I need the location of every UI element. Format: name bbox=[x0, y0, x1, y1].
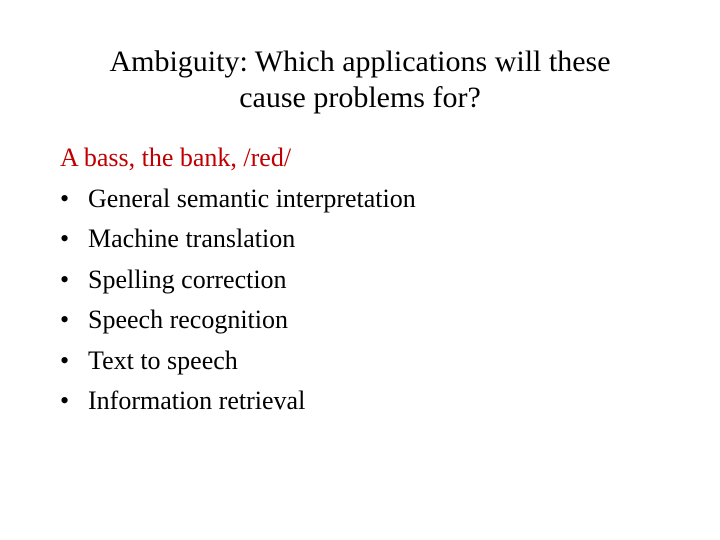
bullet-text: Spelling correction bbox=[88, 264, 287, 294]
bullet-text: General semantic interpretation bbox=[88, 183, 416, 213]
bullet-icon: • bbox=[60, 224, 70, 253]
slide-title bbox=[60, 44, 660, 116]
bullet-text: Text to speech bbox=[88, 345, 238, 375]
bullet-text: Information retrieval bbox=[88, 386, 306, 415]
bullet-item bbox=[60, 341, 680, 382]
bullet-icon: • bbox=[60, 183, 70, 213]
bullet-icon: • bbox=[60, 345, 70, 375]
bullet-text: Machine translation bbox=[88, 224, 296, 253]
intro-examples: A bass, the bank, /red/ bbox=[60, 143, 292, 172]
bullet-item bbox=[60, 381, 680, 422]
bullet-item bbox=[60, 179, 680, 220]
title-line-2: cause problems for? bbox=[239, 81, 481, 114]
bullet-icon: • bbox=[60, 305, 70, 334]
bullet-text: Speech recognition bbox=[88, 305, 288, 334]
bullet-item bbox=[60, 219, 680, 260]
slide-body bbox=[60, 138, 680, 422]
bullet-icon: • bbox=[60, 264, 70, 294]
bullet-item bbox=[60, 260, 680, 301]
bullet-icon: • bbox=[60, 386, 70, 415]
bullet-list bbox=[60, 179, 680, 422]
title-line-1: Ambiguity: Which applications will these bbox=[109, 45, 611, 78]
bullet-item bbox=[60, 300, 680, 341]
